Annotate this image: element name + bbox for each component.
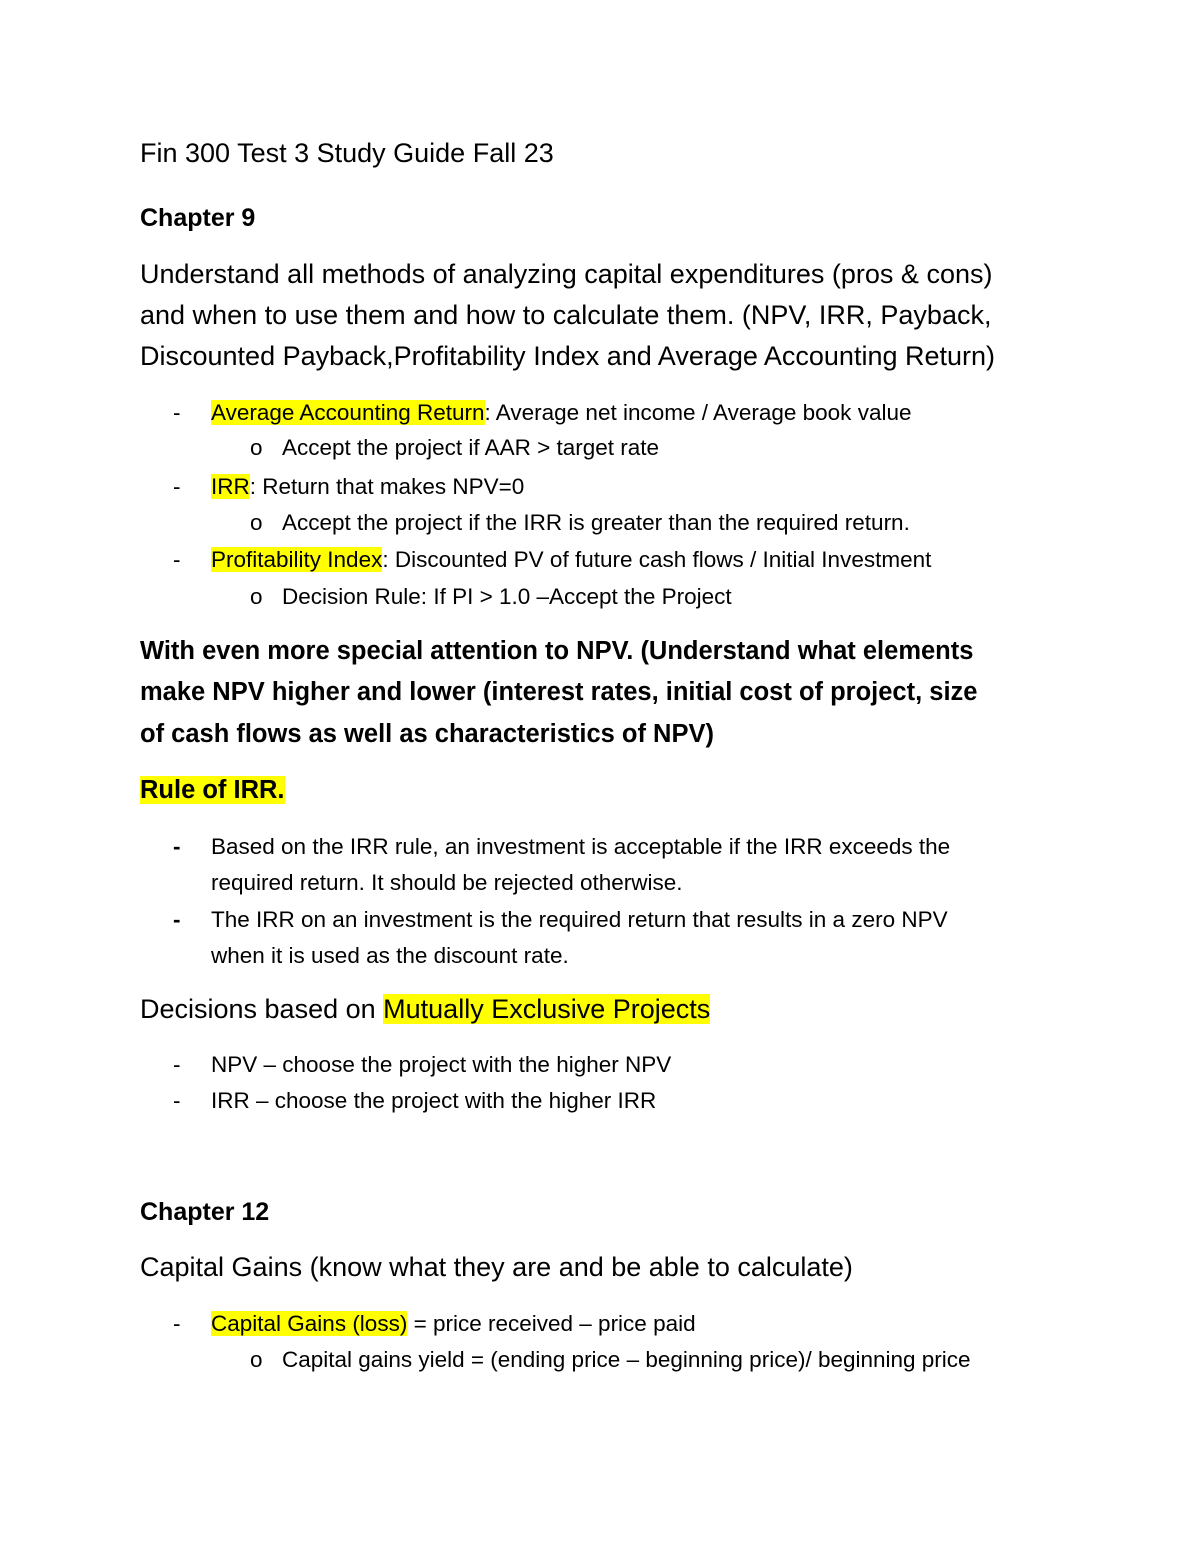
bullet-line: Based on the IRR rule, an investment is acceptable if the IRR exceeds the bbox=[211, 834, 951, 859]
chapter-9-intro-line-3: Discounted Payback,Profitability Index and Average Accounting Return) bbox=[140, 341, 996, 371]
dash-marker: - bbox=[173, 547, 181, 572]
mutually-exclusive-heading bbox=[140, 994, 710, 1025]
definition-text: : Return that makes NPV=0 bbox=[249, 474, 525, 499]
dash-marker: - bbox=[173, 1088, 181, 1113]
dash-marker: - bbox=[173, 474, 181, 499]
npv-attention-line-3: of cash flows as well as characteristics of NPV) bbox=[140, 720, 714, 748]
bullet-line: NPV – choose the project with the higher NPV bbox=[211, 1052, 672, 1077]
list-item-text bbox=[211, 400, 911, 426]
chapter-9-intro-line-1: Understand all methods of analyzing capital expenditures (pros & cons) bbox=[140, 259, 993, 289]
dash-marker: - bbox=[173, 834, 181, 859]
irr-rule-heading bbox=[140, 776, 285, 805]
chapter-12-heading: Chapter 12 bbox=[140, 1198, 270, 1226]
chapter-9-heading: Chapter 9 bbox=[140, 204, 256, 232]
highlighted-term: Capital Gains (loss) bbox=[211, 1311, 408, 1336]
dash-marker: - bbox=[173, 1311, 181, 1336]
document-title: Fin 300 Test 3 Study Guide Fall 23 bbox=[140, 138, 554, 168]
heading-prefix: Decisions based on bbox=[140, 994, 384, 1024]
sub-item-text: Accept the project if the IRR is greater than the required return. bbox=[282, 510, 910, 535]
bullet-line: required return. It should be rejected otherwise. bbox=[211, 870, 683, 895]
circle-marker: o bbox=[250, 1347, 263, 1372]
chapter-12-subheading: Capital Gains (know what they are and be able to calculate) bbox=[140, 1252, 853, 1282]
bullet-line: when it is used as the discount rate. bbox=[211, 943, 569, 968]
bullet-line: IRR – choose the project with the higher IRR bbox=[211, 1088, 657, 1113]
npv-attention-line-1: With even more special attention to NPV. (Understand what elements bbox=[140, 637, 974, 665]
sub-item-text: Decision Rule: If PI > 1.0 –Accept the Project bbox=[282, 584, 732, 609]
definition-text: : Discounted PV of future cash flows / Initial Investment bbox=[382, 547, 932, 572]
sub-item-text: Capital gains yield = (ending price – beginning price)/ beginning price bbox=[282, 1347, 971, 1372]
highlighted-term: Average Accounting Return bbox=[211, 400, 485, 425]
circle-marker: o bbox=[250, 584, 263, 609]
highlighted-heading: Rule of IRR. bbox=[140, 776, 285, 804]
definition-text: : Average net income / Average book value bbox=[484, 400, 912, 425]
definition-text: = price received – price paid bbox=[407, 1311, 696, 1336]
list-item-text bbox=[211, 474, 524, 500]
bullet-line: The IRR on an investment is the required return that results in a zero NPV bbox=[211, 907, 948, 932]
highlighted-term: Profitability Index bbox=[211, 547, 383, 572]
highlighted-heading: Mutually Exclusive Projects bbox=[383, 994, 711, 1024]
highlighted-term: IRR bbox=[211, 474, 250, 499]
list-item-text bbox=[211, 547, 931, 573]
chapter-9-intro-line-2: and when to use them and how to calculate them. (NPV, IRR, Payback, bbox=[140, 300, 992, 330]
dash-marker: - bbox=[173, 400, 181, 425]
circle-marker: o bbox=[250, 510, 263, 535]
list-item-text bbox=[211, 1311, 696, 1337]
sub-item-text: Accept the project if AAR > target rate bbox=[282, 435, 660, 460]
circle-marker: o bbox=[250, 435, 263, 460]
dash-marker: - bbox=[173, 1052, 181, 1077]
dash-marker: - bbox=[173, 907, 181, 932]
npv-attention-line-2: make NPV higher and lower (interest rates, initial cost of project, size bbox=[140, 678, 978, 706]
